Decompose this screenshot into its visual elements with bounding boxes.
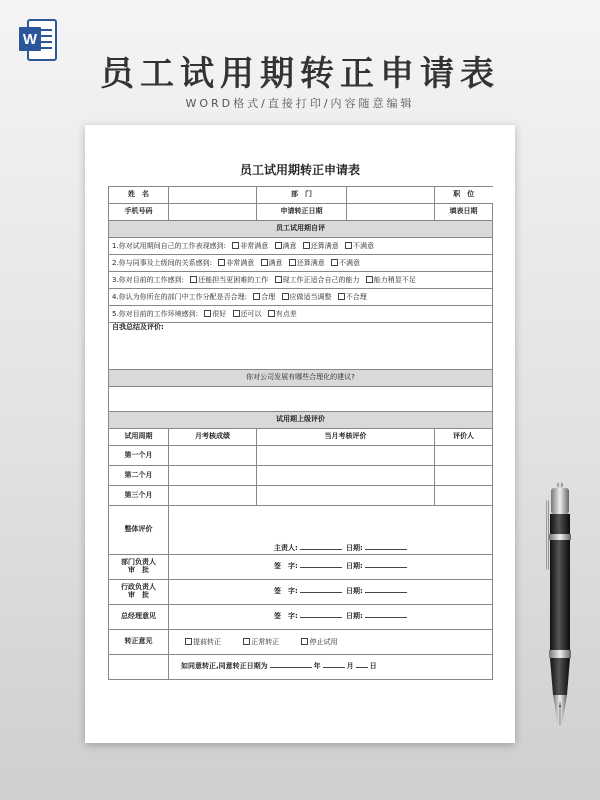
info-row-2 xyxy=(109,204,493,221)
question-2: 2.你与同事及上级间的关系感到: 非常满意 满意 还算满意 不满意 xyxy=(109,255,493,272)
svg-text:W: W xyxy=(22,31,38,48)
month-3-evaluator[interactable] xyxy=(435,486,493,506)
checkbox-option[interactable]: 还能担当更困难的工作 xyxy=(190,276,268,285)
checkbox-option[interactable]: 很好 xyxy=(204,310,226,319)
agree-blank xyxy=(109,655,169,680)
month-3-label: 第三个月 xyxy=(109,486,169,506)
dept-head-sign[interactable]: 签 字: 日期: xyxy=(169,555,493,580)
apply-date-field[interactable] xyxy=(347,204,435,221)
decision-options xyxy=(169,630,493,655)
checkbox-option[interactable]: 有点差 xyxy=(268,310,297,319)
dept-field[interactable] xyxy=(347,187,435,204)
month-1-eval[interactable] xyxy=(257,446,435,466)
month-2-evaluator[interactable] xyxy=(435,466,493,486)
dept-head-label: 部门负责人 审 批 xyxy=(109,555,169,580)
suggestion-area[interactable] xyxy=(109,387,493,412)
checkbox-option[interactable]: 能力稍显不足 xyxy=(366,276,416,285)
banner-title: 员工试用期转正申请表 xyxy=(100,54,500,94)
name-field[interactable] xyxy=(169,187,257,204)
checkbox-option[interactable]: 非常满意 xyxy=(218,259,254,268)
info-row-1 xyxy=(109,187,493,204)
name-label: 姓 名 xyxy=(109,187,169,204)
checkbox-option[interactable]: 合理 xyxy=(253,293,275,302)
banner-subtitle: WORD格式/直接打印/内容随意编辑 xyxy=(185,97,415,110)
checkbox-option[interactable]: 提前转正 xyxy=(185,638,221,647)
apply-date-label: 申请转正日期 xyxy=(257,204,347,221)
col-evaluator: 评价人 xyxy=(435,429,493,446)
position-label: 职 位 xyxy=(435,187,493,204)
col-evaluation: 当月考核评价 xyxy=(257,429,435,446)
application-form xyxy=(108,186,493,680)
document-title: 员工试用期转正申请表 xyxy=(239,163,360,177)
checkbox-option[interactable]: 不合理 xyxy=(338,293,367,302)
decision-label: 转正意见 xyxy=(109,630,169,655)
checkbox-option[interactable]: 还可以 xyxy=(233,310,262,319)
col-period: 试用周期 xyxy=(109,429,169,446)
checkbox-option[interactable]: 还算满意 xyxy=(303,242,339,251)
admin-head-label: 行政负责人 审 批 xyxy=(109,580,169,605)
overall-label: 整体评价 xyxy=(109,506,169,555)
self-summary-area[interactable]: 自我总结及评价: xyxy=(109,323,493,370)
question-5: 5.你对目前的工作环境感到: 很好 还可以 有点差 xyxy=(109,306,493,323)
admin-head-sign[interactable]: 签 字: 日期: xyxy=(169,580,493,605)
checkbox-option[interactable]: 应做适当调整 xyxy=(282,293,332,302)
suggestion-header: 你对公司发展有哪些合理化的建议? xyxy=(109,370,493,387)
checkbox-option[interactable]: 不满意 xyxy=(331,259,360,268)
month-1-label: 第一个月 xyxy=(109,446,169,466)
phone-label: 手机号码 xyxy=(109,204,169,221)
pen-icon xyxy=(540,480,580,740)
agree-date-row[interactable]: 如同意转正,同意转正日期为 年 月 日 xyxy=(169,655,493,680)
checkbox-option[interactable]: 停止试用 xyxy=(301,638,337,647)
dept-label: 部 门 xyxy=(257,187,347,204)
month-2-score[interactable] xyxy=(169,466,257,486)
self-eval-header: 员工试用期自评 xyxy=(109,221,493,238)
col-score: 月考核成绩 xyxy=(169,429,257,446)
checkbox-option[interactable]: 不满意 xyxy=(345,242,374,251)
gm-label: 总经理意见 xyxy=(109,605,169,630)
checkbox-option[interactable]: 还算满意 xyxy=(289,259,325,268)
checkbox-option[interactable]: 满意 xyxy=(275,242,297,251)
question-1: 1.你对试用期间自己的工作表现感到: 非常满意 满意 还算满意 不满意 xyxy=(109,238,493,255)
month-2-label: 第二个月 xyxy=(109,466,169,486)
checkbox-option[interactable]: 非常满意 xyxy=(232,242,268,251)
question-4: 4.你认为你所在的部门中工作分配是否合理: 合理 应做适当调整 不合理 xyxy=(109,289,493,306)
question-3: 3.你对目前的工作感到: 还能担当更困难的工作 现工作正适合自己的能力 能力稍显不足 xyxy=(109,272,493,289)
superior-eval-header: 试用期上级评价 xyxy=(109,412,493,429)
checkbox-option[interactable]: 正常转正 xyxy=(243,638,279,647)
month-2-eval[interactable] xyxy=(257,466,435,486)
document-page xyxy=(85,125,515,743)
fill-date-label: 填表日期 xyxy=(435,204,493,221)
overall-field[interactable]: 主责人: 日期: xyxy=(169,506,493,555)
gm-sign[interactable]: 签 字: 日期: xyxy=(169,605,493,630)
phone-field[interactable] xyxy=(169,204,257,221)
checkbox-option[interactable]: 现工作正适合自己的能力 xyxy=(275,276,360,285)
month-1-score[interactable] xyxy=(169,446,257,466)
month-1-evaluator[interactable] xyxy=(435,446,493,466)
month-3-score[interactable] xyxy=(169,486,257,506)
month-3-eval[interactable] xyxy=(257,486,435,506)
checkbox-option[interactable]: 满意 xyxy=(261,259,283,268)
